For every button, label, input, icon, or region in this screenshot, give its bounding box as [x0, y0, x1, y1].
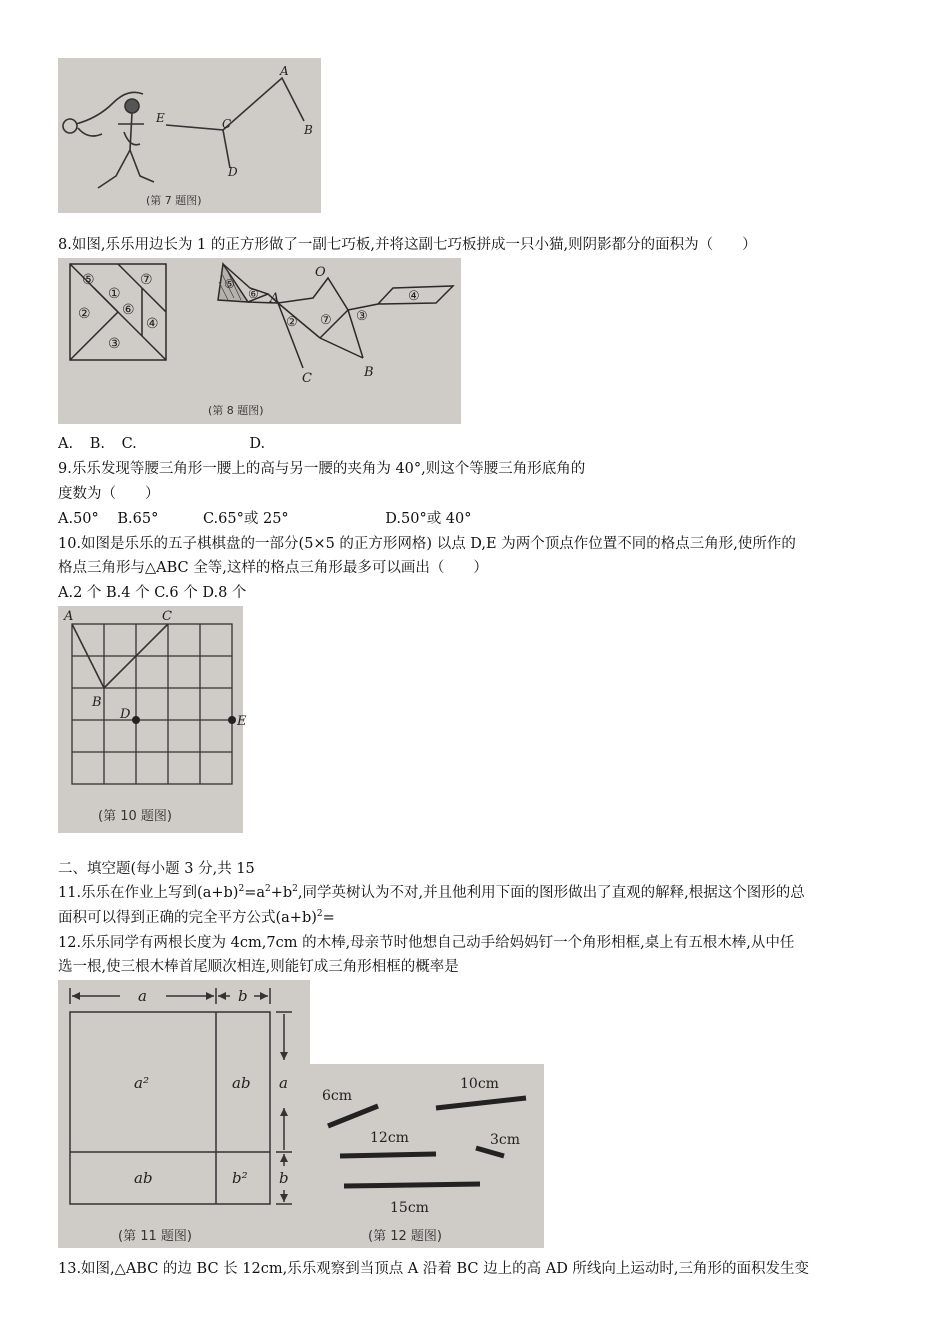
- q11-text-e: 面积可以得到正确的完全平方公式(a+b): [58, 910, 317, 926]
- fig7-label-a: A: [280, 64, 289, 78]
- fig11-top-b: b: [238, 987, 248, 1005]
- figure-8: [58, 258, 461, 424]
- fig8-piece-1: ①: [108, 286, 121, 302]
- q9-option-b[interactable]: B.65°: [117, 511, 159, 527]
- question-9-line2: 度数为（ ）: [58, 486, 160, 502]
- q11-text-f: =: [322, 910, 335, 926]
- fig10-label-a: A: [64, 609, 74, 624]
- fig12-label-10cm: 10cm: [460, 1076, 499, 1092]
- fig7-caption: (第 7 题图): [146, 194, 202, 207]
- fig11-area-a2: a²: [134, 1074, 149, 1092]
- q9-option-c[interactable]: C.65°或 25°: [202, 511, 289, 527]
- fig11-area-ab-right: ab: [232, 1074, 251, 1092]
- q11-text-b: =a: [244, 885, 265, 901]
- q8-option-a[interactable]: A.: [58, 436, 74, 452]
- fig7-label-d: D: [228, 165, 238, 179]
- fig8-cat-piece-5: ⑤: [224, 277, 235, 291]
- q9-option-a[interactable]: A.50°: [58, 511, 99, 527]
- fig12-caption: (第 12 题图): [368, 1229, 442, 1244]
- fig12-label-6cm: 6cm: [322, 1088, 353, 1104]
- fig7-label-c: C: [222, 117, 232, 131]
- fig12-label-12cm: 12cm: [370, 1130, 409, 1146]
- fig8-cat-piece-4: ④: [408, 289, 420, 304]
- q11-text-a: 11.乐乐在作业上写到(a+b): [58, 885, 239, 901]
- question-8: 8.如图,乐乐用边长为 1 的正方形做了一副七巧板,并将这副七巧板拼成一只小猫,则阴影都分的面积为（ ）: [58, 237, 757, 253]
- q11-sup-3: 2: [292, 884, 298, 895]
- figure-7: [58, 58, 321, 213]
- fig8-label-o: O: [315, 265, 326, 280]
- question-9-options: [58, 510, 472, 528]
- q11-text-d: ,同学英树认为不对,并且他利用下面的图形做出了直观的解释,根据这个图形的总: [297, 885, 805, 901]
- fig7-label-b: B: [304, 123, 313, 137]
- fig11-right-a: a: [279, 1074, 288, 1092]
- question-9-line1: 9.乐乐发现等腰三角形一腰上的高与另一腰的夹角为 40°,则这个等腰三角形底角的: [58, 461, 586, 477]
- fig10-label-d: D: [120, 707, 131, 722]
- stick-6cm: [328, 1106, 378, 1126]
- q11-sup-2: 2: [264, 884, 271, 895]
- question-8-options: [58, 435, 265, 453]
- fig10-label-e: E: [237, 714, 247, 729]
- fig12-label-3cm: 3cm: [490, 1132, 521, 1148]
- fig10-label-c: C: [162, 609, 172, 624]
- question-11-line1: [58, 884, 805, 902]
- fig11-top-a: a: [138, 987, 147, 1005]
- fig8-cat-piece-2: ②: [286, 315, 298, 330]
- q8-option-c[interactable]: C.: [121, 436, 137, 452]
- fig7-label-e: E: [156, 111, 165, 125]
- fig8-cat-piece-7: ⑦: [320, 313, 332, 328]
- stick-15cm: [344, 1184, 480, 1186]
- q11-sup-1: 2: [238, 884, 245, 895]
- fig8-piece-7: ⑦: [140, 272, 153, 288]
- q11-sup-4: 2: [316, 909, 323, 920]
- fig11-area-ab-bottom: ab: [134, 1169, 153, 1187]
- question-12-line1: 12.乐乐同学有两根长度为 4cm,7cm 的木棒,母亲节时他想自己动手给妈妈钉一个角形相框,桌上有五根木棒,从中任: [58, 935, 795, 951]
- stick-10cm: [436, 1098, 526, 1108]
- q9-option-d[interactable]: D.50°或 40°: [385, 511, 472, 527]
- fig12-label-15cm: 15cm: [390, 1200, 429, 1216]
- question-10-options: A.2 个 B.4 个 C.6 个 D.8 个: [58, 585, 247, 601]
- fig8-piece-2: ②: [78, 306, 91, 322]
- fig8-piece-6: ⑥: [122, 302, 135, 318]
- fig8-label-b: B: [364, 365, 374, 380]
- fig8-piece-5: ⑤: [82, 272, 95, 288]
- figure-12: [310, 1064, 544, 1248]
- fig8-piece-4: ④: [146, 316, 159, 332]
- stick-3cm: [476, 1148, 504, 1156]
- fig8-label-c: C: [302, 371, 312, 386]
- fig10-caption: (第 10 题图): [98, 809, 172, 824]
- question-11-line2: [58, 909, 335, 927]
- fig8-cat-piece-6: ⑥: [248, 287, 259, 301]
- section-2-heading: 二、填空题(每小题 3 分,共 15: [58, 861, 255, 877]
- figure-11: [58, 980, 310, 1248]
- q11-text-c: +b: [270, 885, 293, 901]
- q8-option-b[interactable]: B.: [89, 436, 105, 452]
- stick-12cm: [340, 1154, 436, 1156]
- figure-10: [58, 606, 247, 833]
- fig11-area-b2: b²: [232, 1169, 248, 1187]
- fig8-cat-piece-3: ③: [356, 309, 368, 324]
- fig10-label-b: B: [92, 695, 102, 710]
- fig8-caption: (第 8 题图): [208, 404, 264, 417]
- fig8-piece-3: ③: [108, 336, 121, 352]
- fig11-caption: (第 11 题图): [118, 1229, 192, 1244]
- fig8-label-a: A: [270, 291, 280, 306]
- question-12-line2: 选一根,使三根木棒首尾顺次相连,则能钉成三角形相框的概率是: [58, 959, 459, 975]
- question-10-line2: 格点三角形与△ABC 全等,这样的格点三角形最多可以画出（ ）: [58, 560, 488, 576]
- fig11-right-b: b: [279, 1169, 289, 1187]
- question-13: 13.如图,△ABC 的边 BC 长 12cm,乐乐观察到当顶点 A 沿着 BC 边上的高 AD 所线向上运动时,三角形的面积发生变: [58, 1261, 810, 1277]
- q8-option-d[interactable]: D.: [249, 436, 266, 452]
- question-10-line1: 10.如图是乐乐的五子棋棋盘的一部分(5×5 的正方形网格) 以点 D,E 为两个顶点作位置不同的格点三角形,使所作的: [58, 536, 796, 552]
